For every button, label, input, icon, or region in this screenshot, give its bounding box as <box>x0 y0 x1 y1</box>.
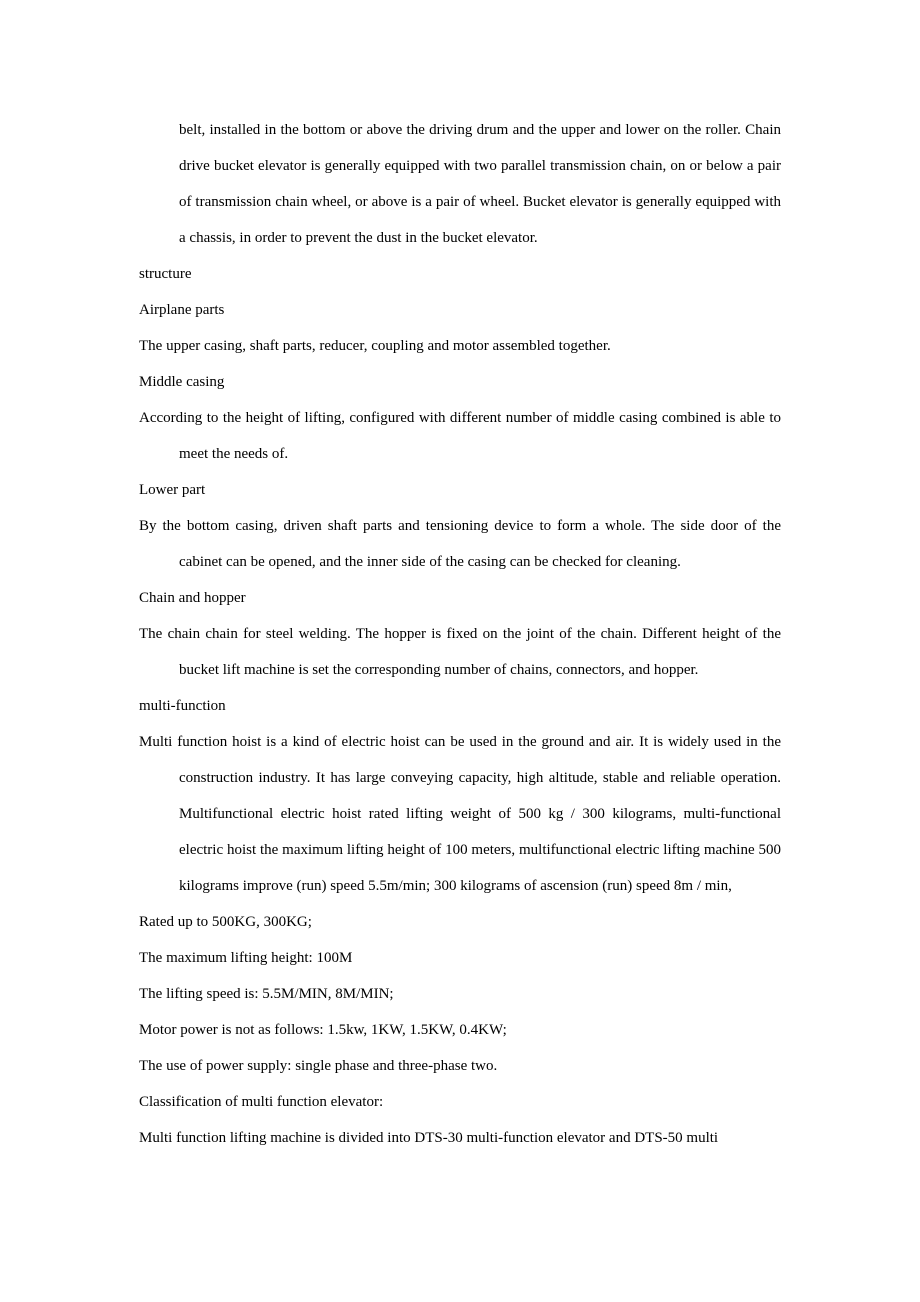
paragraph-classification: Multi function lifting machine is divided into DTS-30 multi-function elevator and DTS-50 multi <box>139 1130 719 1146</box>
paragraph-chain-drive-continuation: belt, installed in the bottom or above the driving drum and the upper and lower on the roller. Chain drive bucket elevator is generally equipped with two parallel transmission chain, on or below a pair of transmission chain wheel, or above is a pair of wheel. Bucket elevator is generally equipped with a chassis, in order to prevent the dust in the bucket elevator. <box>179 122 781 246</box>
spec-power-supply: The use of power supply: single phase and three-phase two. <box>139 1058 498 1074</box>
document-body <box>139 112 781 1156</box>
heading-middle-casing: Middle casing <box>139 374 225 390</box>
spec-motor-power: Motor power is not as follows: 1.5kw, 1KW, 1.5KW, 0.4KW; <box>139 1022 507 1038</box>
heading-lower-part: Lower part <box>139 482 206 498</box>
spec-lifting-speed: The lifting speed is: 5.5M/MIN, 8M/MIN; <box>139 986 394 1002</box>
paragraph-chain-and-hopper: The chain chain for steel welding. The hopper is fixed on the joint of the chain. Different height of the bucket lift machine is set the corresponding number of chains, connectors, and hopper. <box>139 626 781 678</box>
paragraph-lower-part: By the bottom casing, driven shaft parts and tensioning device to form a whole. The side door of the cabinet can be opened, and the inner side of the casing can be checked for cleaning. <box>139 518 781 570</box>
paragraph-multi-function-hoist: Multi function hoist is a kind of electric hoist can be used in the ground and air. It is widely used in the construction industry. It has large conveying capacity, high altitude, stable and reliable operation. Multifunctional electric hoist rated lifting weight of 500 kg / 300 kilograms, multi-functional electric hoist the maximum lifting height of 100 meters, multifunctional electric lifting machine 500 kilograms improve (run) speed 5.5m/min; 300 kilograms of ascension (run) speed 8m / min, <box>139 734 781 894</box>
heading-chain-and-hopper: Chain and hopper <box>139 590 246 606</box>
heading-structure: structure <box>139 266 192 282</box>
spec-rated-load: Rated up to 500KG, 300KG; <box>139 914 312 930</box>
spec-max-lifting-height: The maximum lifting height: 100M <box>139 950 353 966</box>
heading-classification: Classification of multi function elevator: <box>139 1094 384 1110</box>
paragraph-upper-casing: The upper casing, shaft parts, reducer, coupling and motor assembled together. <box>139 338 611 354</box>
heading-airplane-parts: Airplane parts <box>139 302 225 318</box>
paragraph-middle-casing: According to the height of lifting, configured with different number of middle casing combined is able to meet the needs of. <box>139 410 781 462</box>
heading-multi-function: multi-function <box>139 698 226 714</box>
